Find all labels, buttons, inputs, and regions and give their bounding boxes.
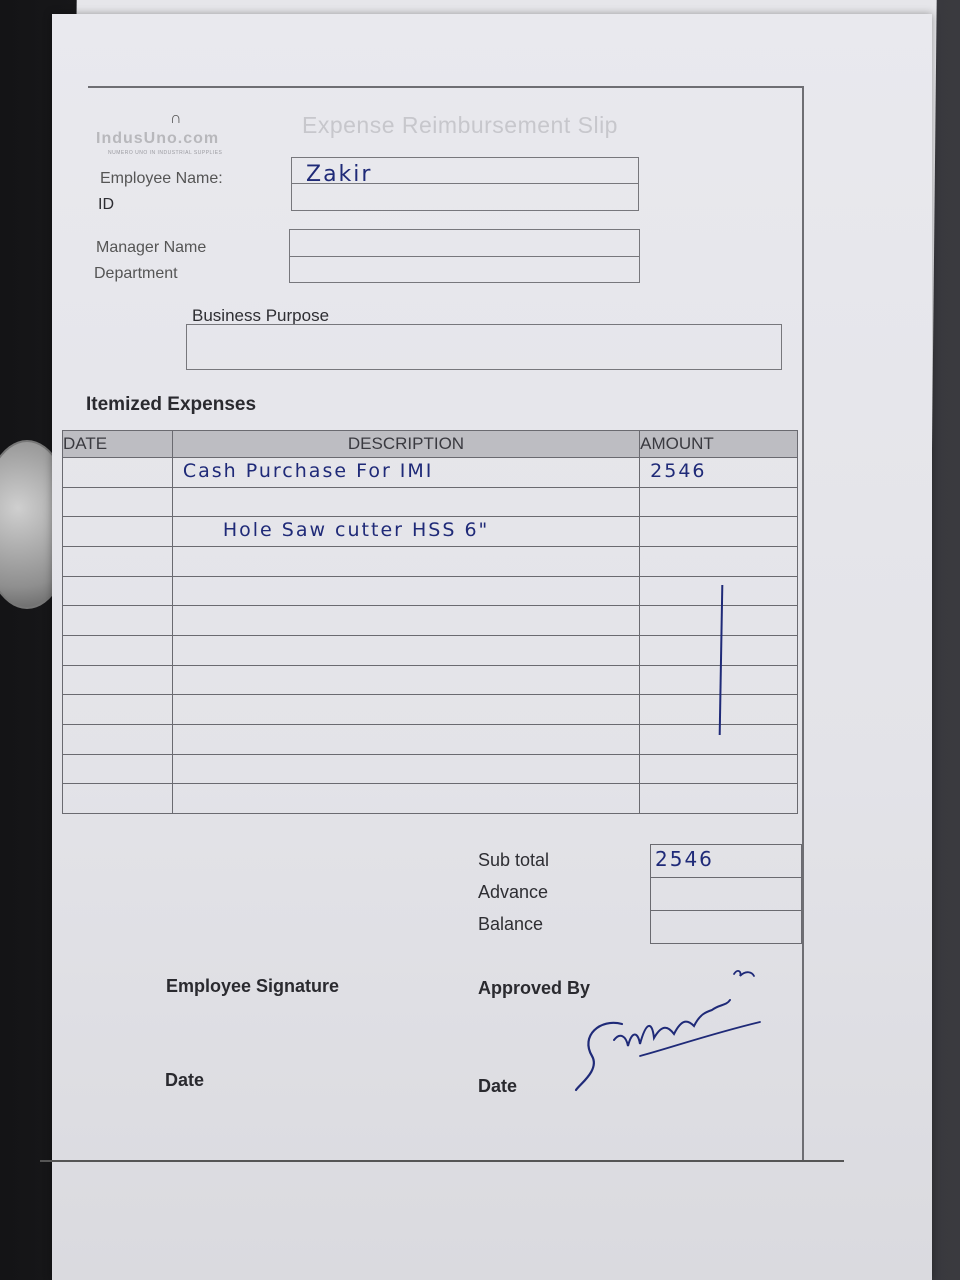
date-cell[interactable] xyxy=(63,724,173,754)
date-cell[interactable] xyxy=(63,784,173,814)
date-cell[interactable] xyxy=(63,606,173,636)
employee-signature-label: Employee Signature xyxy=(166,976,340,996)
amount-cell[interactable] xyxy=(640,606,798,636)
description-value: Hole Saw cutter HSS 6" xyxy=(222,519,490,542)
amount-cell[interactable] xyxy=(640,635,798,665)
date-cell[interactable] xyxy=(63,517,173,547)
logo-tagline: NUMERO UNO IN INDUSTRIAL SUPPLIES xyxy=(108,150,223,156)
table-row xyxy=(63,665,798,695)
itemized-expenses-heading: Itemized Expenses xyxy=(86,394,257,415)
amount-cell[interactable] xyxy=(640,517,798,547)
manager-name-label: Manager Name xyxy=(96,239,207,256)
table-row xyxy=(63,458,798,488)
business-purpose-label: Business Purpose xyxy=(192,306,330,325)
date-label-right: Date xyxy=(478,1076,518,1096)
manager-department-field[interactable] xyxy=(289,229,640,283)
description-cell[interactable] xyxy=(172,724,639,754)
table-row xyxy=(63,487,798,517)
date-column-header: DATE xyxy=(63,431,173,458)
date-cell[interactable] xyxy=(63,458,173,488)
description-cell[interactable] xyxy=(172,458,639,488)
subtotal-label: Sub total xyxy=(478,850,550,870)
table-row xyxy=(63,635,798,665)
amount-value: 2546 xyxy=(650,460,707,482)
table-row xyxy=(63,754,798,784)
table-row xyxy=(63,784,798,814)
description-cell[interactable] xyxy=(172,784,639,814)
amount-cell[interactable] xyxy=(640,458,798,488)
amount-cell[interactable] xyxy=(640,576,798,606)
balance-field[interactable] xyxy=(651,911,802,944)
employee-name-field[interactable] xyxy=(291,157,639,211)
approver-signature xyxy=(570,960,770,1100)
date-cell[interactable] xyxy=(63,546,173,576)
employee-name-value: Zakir xyxy=(306,162,373,187)
description-column-header: DESCRIPTION xyxy=(172,431,639,458)
description-value: Cash Purchase For IMI xyxy=(182,460,434,482)
table-row xyxy=(63,606,798,636)
description-cell[interactable] xyxy=(172,635,639,665)
department-label: Department xyxy=(94,265,178,282)
description-cell[interactable] xyxy=(172,517,639,547)
description-cell[interactable] xyxy=(172,576,639,606)
amount-cell[interactable] xyxy=(640,487,798,517)
description-cell[interactable] xyxy=(172,754,639,784)
subtotal-field[interactable] xyxy=(651,845,802,878)
balance-label: Balance xyxy=(478,914,544,934)
logo-text: IndusUno.com xyxy=(96,130,220,147)
subtotal-value: 2546 xyxy=(655,847,714,871)
description-cell[interactable] xyxy=(172,546,639,576)
approved-by-label: Approved By xyxy=(478,978,591,998)
employee-name-label: Employee Name: xyxy=(100,170,223,187)
date-cell[interactable] xyxy=(63,635,173,665)
amount-cell[interactable] xyxy=(640,784,798,814)
table-row xyxy=(63,695,798,725)
advance-field[interactable] xyxy=(651,878,802,911)
date-cell[interactable] xyxy=(63,576,173,606)
totals-box xyxy=(650,844,802,944)
business-purpose-field[interactable] xyxy=(186,324,782,370)
form-bottom-edge xyxy=(40,1160,844,1162)
amount-column-header: AMOUNT xyxy=(640,431,798,458)
table-header-row xyxy=(63,431,798,458)
date-cell[interactable] xyxy=(63,695,173,725)
amount-cell[interactable] xyxy=(640,546,798,576)
advance-label: Advance xyxy=(478,882,549,902)
description-cell[interactable] xyxy=(172,695,639,725)
company-logo xyxy=(96,110,266,160)
date-cell[interactable] xyxy=(63,754,173,784)
description-cell[interactable] xyxy=(172,487,639,517)
table-row xyxy=(63,546,798,576)
employee-id-label: ID xyxy=(98,196,114,213)
table-row xyxy=(63,576,798,606)
table-row xyxy=(63,517,798,547)
amount-cell[interactable] xyxy=(640,754,798,784)
date-cell[interactable] xyxy=(63,487,173,517)
description-cell[interactable] xyxy=(172,606,639,636)
logo-arch-icon: ∩ xyxy=(170,110,182,127)
description-cell[interactable] xyxy=(172,665,639,695)
date-cell[interactable] xyxy=(63,665,173,695)
form-title: Expense Reimbursement Slip xyxy=(302,112,618,138)
date-label-left: Date xyxy=(165,1070,205,1090)
itemized-expenses-table xyxy=(62,430,798,814)
table-row xyxy=(63,724,798,754)
